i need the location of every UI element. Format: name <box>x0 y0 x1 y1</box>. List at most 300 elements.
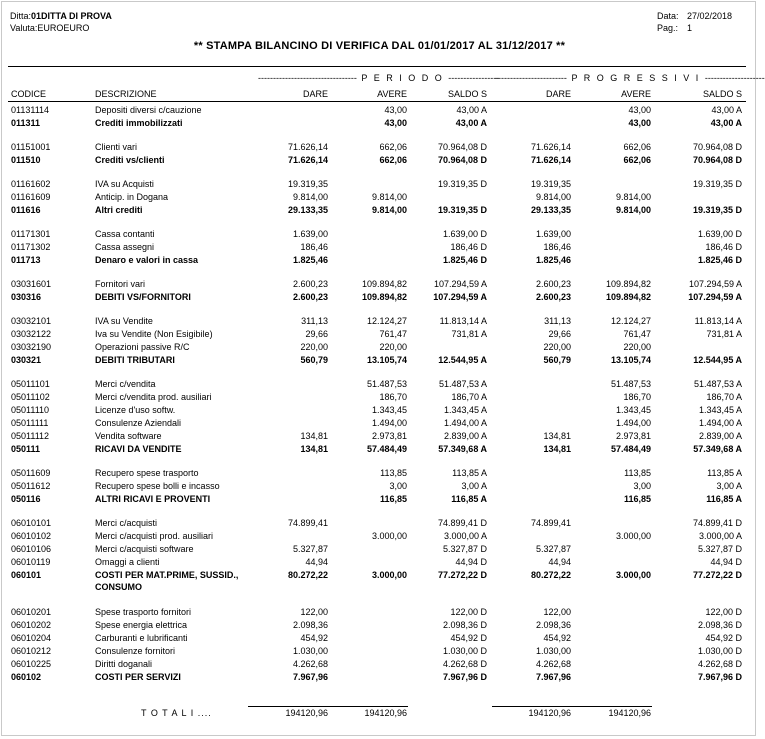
periodo-saldo: 74.899,41 D <box>437 518 487 528</box>
periodo-dare: 454,92 <box>300 633 328 643</box>
periodo-avere: 13.105,74 <box>366 355 407 365</box>
progressivi-dare: 44,94 <box>548 557 571 567</box>
header-rule <box>8 101 746 102</box>
header-left <box>10 10 112 34</box>
table-row <box>0 191 759 204</box>
account-description: Licenze d'uso softw. <box>95 405 176 415</box>
progressivi-avere: 3.000,00 <box>615 531 651 541</box>
progressivi-dare: 186,46 <box>543 242 571 252</box>
account-description: Merci c/acquisti software <box>95 544 194 554</box>
account-code: 06010102 <box>11 531 52 541</box>
account-description: Spese trasporto fornitori <box>95 607 192 617</box>
table-row <box>0 480 759 493</box>
periodo-saldo: 77.272,22 D <box>437 570 487 580</box>
table-row <box>0 556 759 569</box>
account-code: 05011612 <box>11 481 51 491</box>
periodo-dare: 80.272,22 <box>287 570 328 580</box>
progressivi-saldo: 4.262,68 D <box>697 659 742 669</box>
periodo-saldo: 107.294,59 A <box>433 292 487 302</box>
totals-rule-progressivi <box>492 706 652 707</box>
progressivi-saldo: 51.487,53 A <box>693 379 742 389</box>
account-code: 030321 <box>11 355 42 365</box>
row-spacer <box>0 217 759 228</box>
table-row <box>0 530 759 543</box>
progressivi-saldo: 1.030,00 D <box>697 646 742 656</box>
account-description: IVA su Acquisti <box>95 179 154 189</box>
pag-label: Pag.: <box>657 23 679 33</box>
row-spacer <box>0 456 759 467</box>
account-description: Crediti immobilizzati <box>95 118 183 128</box>
table-row <box>0 430 759 443</box>
progressivi-saldo: 70.964,08 D <box>692 155 742 165</box>
progressivi-saldo: 107.294,59 A <box>688 279 742 289</box>
account-description: Consulenze fornitori <box>95 646 176 656</box>
account-description: Spese energia elettrica <box>95 620 188 630</box>
progressivi-avere: 51.487,53 <box>610 379 651 389</box>
periodo-avere: 57.484,49 <box>366 444 407 454</box>
periodo-avere: 3.000,00 <box>371 531 407 541</box>
periodo-saldo: 107.294,59 A <box>433 279 487 289</box>
table-row <box>0 404 759 417</box>
progressivi-saldo: 116,85 A <box>706 494 742 504</box>
account-description: Altri crediti <box>95 205 143 215</box>
periodo-avere: 116,85 <box>379 494 407 504</box>
periodo-saldo: 44,94 D <box>455 557 487 567</box>
progressivi-avere: 43,00 <box>628 105 651 115</box>
periodo-avere: 761,47 <box>379 329 407 339</box>
col-avere: AVERE <box>377 89 407 99</box>
account-description: ALTRI RICAVI E PROVENTI <box>95 494 211 504</box>
row-spacer <box>0 367 759 378</box>
periodo-avere: 662,06 <box>379 142 407 152</box>
periodo-dare: 5.327,87 <box>292 544 328 554</box>
account-code: 01161602 <box>11 179 51 189</box>
progressivi-dare: 29,66 <box>548 329 571 339</box>
table-row <box>0 517 759 530</box>
periodo-saldo: 51.487,53 A <box>438 379 487 389</box>
account-code: 03032122 <box>11 329 52 339</box>
progressivi-avere: 3,00 <box>633 481 651 491</box>
table-row <box>0 417 759 430</box>
data-value: 27/02/2018 <box>687 11 733 21</box>
progressivi-saldo: 186,46 D <box>705 242 742 252</box>
account-description: Fornitori vari <box>95 279 146 289</box>
account-code: 06010201 <box>11 607 52 617</box>
table-row <box>0 619 759 632</box>
periodo-saldo: 186,70 A <box>451 392 487 402</box>
periodo-saldo: 1.030,00 D <box>442 646 487 656</box>
progressivi-avere: 9.814,00 <box>615 192 651 202</box>
periodo-saldo: 43,00 A <box>455 118 487 128</box>
account-description: DEBITI TRIBUTARI <box>95 355 175 365</box>
periodo-dare: 186,46 <box>300 242 328 252</box>
progressivi-avere: 116,85 <box>623 494 651 504</box>
row-spacer <box>0 167 759 178</box>
periodo-dare: 71.626,14 <box>287 155 328 165</box>
row-spacer <box>0 506 759 517</box>
subtotal-row <box>0 204 759 217</box>
progressivi-saldo: 113,85 A <box>707 468 742 478</box>
subtotal-row <box>0 154 759 167</box>
account-description: COSTI PER SERVIZI <box>95 672 181 682</box>
periodo-saldo: 113,85 A <box>452 468 487 478</box>
periodo-avere: 9.814,00 <box>371 192 407 202</box>
periodo-avere: 220,00 <box>379 342 407 352</box>
totals-avere: 194120,96 <box>364 708 407 718</box>
account-description: Iva su Vendite (Non Esigibile) <box>95 329 213 339</box>
periodo-avere: 109.894,82 <box>361 292 407 302</box>
progressivi-saldo: 11.813,14 A <box>694 316 742 326</box>
account-code: 050116 <box>11 494 41 504</box>
valuta-name: EURO <box>63 23 90 33</box>
progressivi-saldo: 2.098,36 D <box>697 620 742 630</box>
header-right <box>657 10 732 34</box>
table-row <box>0 378 759 391</box>
progressivi-avere: 3.000,00 <box>615 570 651 580</box>
progressivi-dare: 454,92 <box>543 633 571 643</box>
account-code: 06010106 <box>11 544 52 554</box>
progressivi-dare: 1.825,46 <box>535 255 571 265</box>
progressivi-avere: 109.894,82 <box>605 279 651 289</box>
periodo-dare: 29,66 <box>305 329 328 339</box>
periodo-saldo: 2.098,36 D <box>442 620 487 630</box>
progressivi-avere: 9.814,00 <box>615 205 651 215</box>
account-code: 030316 <box>11 292 42 302</box>
progressivi-saldo: 731,81 A <box>706 329 742 339</box>
progressivi-dare: 5.327,87 <box>535 544 571 554</box>
periodo-saldo: 1.343,45 A <box>443 405 487 415</box>
ditta-label: Ditta: <box>10 11 32 21</box>
section-progressivi-label: P R O G R E S S I V I <box>571 73 701 83</box>
account-description: Merci c/acquisti <box>95 518 158 528</box>
progressivi-dare: 560,79 <box>543 355 571 365</box>
periodo-dare: 74.899,41 <box>287 518 328 528</box>
progressivi-saldo: 1.343,45 A <box>698 405 742 415</box>
progressivi-dare: 2.098,36 <box>535 620 571 630</box>
account-code: 03032190 <box>11 342 52 352</box>
account-description: Clienti vari <box>95 142 138 152</box>
periodo-dare: 122,00 <box>300 607 328 617</box>
table-row <box>0 391 759 404</box>
periodo-dare: 19.319,35 <box>287 179 328 189</box>
account-code: 050111 <box>11 444 41 454</box>
table-row <box>0 315 759 328</box>
progressivi-saldo: 186,70 A <box>706 392 742 402</box>
table-row <box>0 278 759 291</box>
account-code: 011510 <box>11 155 41 165</box>
table-row <box>0 467 759 480</box>
account-code: 06010225 <box>11 659 52 669</box>
subtotal-row <box>0 254 759 267</box>
table-row <box>0 632 759 645</box>
progressivi-dare: 311,13 <box>544 316 571 326</box>
data-label: Data: <box>657 11 679 21</box>
progressivi-avere: 13.105,74 <box>610 355 651 365</box>
table-row <box>0 606 759 619</box>
account-description: Cassa assegni <box>95 242 155 252</box>
progressivi-dare: 4.262,68 <box>535 659 571 669</box>
subtotal-row <box>0 354 759 367</box>
account-code: 05011111 <box>11 418 49 428</box>
account-description: IVA su Vendite <box>95 316 153 326</box>
progressivi-saldo: 57.349,68 A <box>693 444 742 454</box>
table-row <box>0 645 759 658</box>
section-periodo: --------------------------------- P E R I O D O ----------------- <box>258 73 500 83</box>
progressivi-dare: 29.133,35 <box>530 205 571 215</box>
row-spacer <box>0 267 759 278</box>
table-row <box>0 341 759 354</box>
account-code: 01131114 <box>11 105 50 115</box>
periodo-dare: 2.600,23 <box>292 292 328 302</box>
periodo-avere: 1.494,00 <box>371 418 407 428</box>
account-code: 01171302 <box>11 242 51 252</box>
progressivi-saldo: 3.000,00 A <box>698 531 742 541</box>
progressivi-dare: 1.639,00 <box>535 229 571 239</box>
report-title: ** STAMPA BILANCINO DI VERIFICA DAL 01/01/2017 AL 31/12/2017 ** <box>193 40 566 52</box>
progressivi-saldo: 43,00 A <box>710 118 742 128</box>
periodo-avere: 51.487,53 <box>366 379 407 389</box>
totals-rule-periodo <box>248 706 408 707</box>
periodo-avere: 113,85 <box>380 468 407 478</box>
progressivi-saldo: 3,00 A <box>716 481 742 491</box>
progressivi-dare: 9.814,00 <box>535 192 571 202</box>
totals-dare: 194120,96 <box>285 708 328 718</box>
periodo-saldo: 19.319,35 D <box>437 179 487 189</box>
col-prog-avere: AVERE <box>621 89 651 99</box>
periodo-saldo: 70.964,08 D <box>437 142 487 152</box>
account-code: 05011609 <box>11 468 51 478</box>
progressivi-saldo: 7.967,96 D <box>697 672 742 682</box>
progressivi-dare: 1.030,00 <box>535 646 571 656</box>
table-row <box>0 228 759 241</box>
progressivi-saldo: 43,00 A <box>711 105 742 115</box>
top-rule <box>8 66 746 67</box>
periodo-dare: 1.825,46 <box>292 255 328 265</box>
progressivi-saldo: 5.327,87 D <box>697 544 742 554</box>
account-description: Consulenze Aziendali <box>95 418 182 428</box>
periodo-avere: 3.000,00 <box>371 570 407 580</box>
account-description: Merci c/acquisti prod. ausiliari <box>95 531 214 541</box>
progressivi-dare: 220,00 <box>543 342 571 352</box>
account-code: 01151001 <box>11 142 51 152</box>
account-code: 01161609 <box>11 192 51 202</box>
col-prog-saldo: SALDO S <box>702 89 742 99</box>
table-row <box>0 658 759 671</box>
periodo-dare: 29.133,35 <box>287 205 328 215</box>
col-codice: CODICE <box>11 89 47 99</box>
account-code: 060102 <box>11 672 42 682</box>
progressivi-dare: 134,81 <box>543 444 571 454</box>
progressivi-dare: 19.319,35 <box>530 179 571 189</box>
account-code: 03031601 <box>11 279 52 289</box>
valuta-code: EURO <box>37 23 64 33</box>
col-prog-dare: DARE <box>545 89 571 99</box>
table-row <box>0 241 759 254</box>
periodo-saldo: 57.349,68 A <box>438 444 487 454</box>
progressivi-avere: 57.484,49 <box>610 444 651 454</box>
periodo-avere: 43,00 <box>384 105 407 115</box>
account-code: 011311 <box>11 118 41 128</box>
account-rows <box>0 104 759 684</box>
account-code: 06010204 <box>11 633 52 643</box>
periodo-dare: 560,79 <box>300 355 328 365</box>
progressivi-dare: 2.600,23 <box>535 292 571 302</box>
periodo-dare: 71.626,14 <box>287 142 328 152</box>
periodo-dare: 9.814,00 <box>292 192 328 202</box>
progressivi-avere: 761,47 <box>623 329 651 339</box>
account-code: 011616 <box>11 205 41 215</box>
progressivi-saldo: 454,92 D <box>705 633 742 643</box>
progressivi-saldo: 70.964,08 D <box>692 142 742 152</box>
periodo-avere: 12.124,27 <box>366 316 407 326</box>
account-description: Depositi diversi c/cauzione <box>95 105 202 115</box>
ditta-name: DITTA DI PROVA <box>41 11 112 21</box>
account-code: 06010101 <box>11 518 52 528</box>
account-description: Diritti doganali <box>95 659 153 669</box>
col-dare: DARE <box>302 89 328 99</box>
account-description: Anticip. in Dogana <box>95 192 169 202</box>
account-description: DEBITI VS/FORNITORI <box>95 292 191 302</box>
section-progressivi: ------------------------ P R O G R E S S I V I -------------------- <box>495 73 765 83</box>
data-row <box>657 10 732 22</box>
periodo-dare: 2.600,23 <box>292 279 328 289</box>
subtotal-row <box>0 671 759 684</box>
progressivi-avere: 186,70 <box>623 392 651 402</box>
progressivi-saldo: 77.272,22 D <box>692 570 742 580</box>
progressivi-saldo: 2.839,00 A <box>698 431 742 441</box>
periodo-avere: 109.894,82 <box>361 279 407 289</box>
progressivi-saldo: 1.639,00 D <box>697 229 742 239</box>
periodo-avere: 43,00 <box>384 118 407 128</box>
periodo-avere: 1.343,45 <box>371 405 407 415</box>
periodo-avere: 186,70 <box>379 392 407 402</box>
table-row <box>0 543 759 556</box>
progressivi-saldo: 44,94 D <box>710 557 742 567</box>
subtotal-row <box>0 569 759 595</box>
periodo-avere: 9.814,00 <box>371 205 407 215</box>
progressivi-avere: 220,00 <box>623 342 651 352</box>
account-description: Recupero spese trasporto <box>95 468 199 478</box>
progressivi-saldo: 19.319,35 D <box>692 205 742 215</box>
progressivi-saldo: 19.319,35 D <box>692 179 742 189</box>
account-description: Operazioni passive R/C <box>95 342 190 352</box>
progressivi-avere: 43,00 <box>628 118 651 128</box>
table-row <box>0 178 759 191</box>
account-code: 05011101 <box>11 379 50 389</box>
progressivi-avere: 2.973,81 <box>615 431 651 441</box>
account-description: Crediti vs/clienti <box>95 155 165 165</box>
periodo-saldo: 19.319,35 D <box>437 205 487 215</box>
progressivi-saldo: 1.825,46 D <box>697 255 742 265</box>
periodo-saldo: 4.262,68 D <box>442 659 487 669</box>
periodo-dare: 134,81 <box>300 444 328 454</box>
table-row <box>0 104 759 117</box>
col-saldo: SALDO S <box>447 89 487 99</box>
row-spacer <box>0 304 759 315</box>
progressivi-avere: 109.894,82 <box>605 292 651 302</box>
progressivi-saldo: 74.899,41 D <box>692 518 742 528</box>
account-description: Carburanti e lubrificanti <box>95 633 188 643</box>
progressivi-dare: 74.899,41 <box>530 518 571 528</box>
subtotal-row <box>0 117 759 130</box>
account-description: Vendita software <box>95 431 162 441</box>
progressivi-saldo: 122,00 D <box>705 607 742 617</box>
periodo-avere: 3,00 <box>389 481 407 491</box>
progressivi-dare: 7.967,96 <box>535 672 571 682</box>
progressivi-saldo: 107.294,59 A <box>688 292 742 302</box>
periodo-dare: 134,81 <box>300 431 328 441</box>
periodo-saldo: 70.964,08 D <box>437 155 487 165</box>
periodo-saldo: 186,46 D <box>450 242 487 252</box>
progressivi-avere: 1.494,00 <box>615 418 651 428</box>
periodo-saldo: 7.967,96 D <box>442 672 487 682</box>
ditta-code: 01 <box>31 11 42 21</box>
periodo-saldo: 122,00 D <box>450 607 487 617</box>
section-periodo-label: P E R I O D O <box>361 73 444 83</box>
table-row <box>0 141 759 154</box>
account-description: Omaggi a clienti <box>95 557 160 567</box>
account-description: Merci c/vendita prod. ausiliari <box>95 392 212 402</box>
periodo-saldo: 1.639,00 D <box>442 229 487 239</box>
account-code: 06010119 <box>11 557 51 567</box>
ditta-row <box>10 10 112 22</box>
account-code: 05011112 <box>11 431 50 441</box>
periodo-dare: 1.030,00 <box>292 646 328 656</box>
periodo-dare: 44,94 <box>305 557 328 567</box>
periodo-saldo: 12.544,95 A <box>438 355 487 365</box>
pag-row <box>657 22 732 34</box>
periodo-dare: 1.639,00 <box>292 229 328 239</box>
account-description: Cassa contanti <box>95 229 155 239</box>
periodo-saldo: 3.000,00 A <box>443 531 487 541</box>
progressivi-dare: 122,00 <box>543 607 571 617</box>
periodo-saldo: 731,81 A <box>451 329 487 339</box>
progressivi-dare: 71.626,14 <box>530 142 571 152</box>
row-spacer <box>0 595 759 606</box>
periodo-dare: 7.967,96 <box>292 672 328 682</box>
valuta-row <box>10 22 112 34</box>
account-description: RICAVI DA VENDITE <box>95 444 182 454</box>
account-code: 060101 <box>11 570 42 580</box>
progressivi-dare: 80.272,22 <box>530 570 571 580</box>
col-descrizione: DESCRIZIONE <box>95 89 157 99</box>
account-code: 05011110 <box>11 405 50 415</box>
periodo-saldo: 2.839,00 A <box>443 431 487 441</box>
account-code: 05011102 <box>11 392 50 402</box>
account-code: 01171301 <box>11 229 51 239</box>
totals-label: T O T A L I .... <box>141 708 212 718</box>
periodo-avere: 2.973,81 <box>371 431 407 441</box>
periodo-saldo: 454,92 D <box>450 633 487 643</box>
account-description: COSTI PER MAT.PRIME, SUSSID., CONSUMO <box>95 570 239 592</box>
subtotal-row <box>0 493 759 506</box>
periodo-saldo: 3,00 A <box>461 481 487 491</box>
progressivi-dare: 134,81 <box>543 431 571 441</box>
account-description: Denaro e valori in cassa <box>95 255 199 265</box>
periodo-avere: 662,06 <box>379 155 407 165</box>
totals-prog-dare: 194120,96 <box>528 708 571 718</box>
progressivi-avere: 662,06 <box>623 155 651 165</box>
account-code: 03032101 <box>11 316 52 326</box>
progressivi-avere: 1.343,45 <box>615 405 651 415</box>
account-description: Recupero spese bolli e incasso <box>95 481 220 491</box>
row-spacer <box>0 130 759 141</box>
progressivi-saldo: 1.494,00 A <box>698 418 742 428</box>
account-description: Merci c/vendita <box>95 379 156 389</box>
periodo-saldo: 5.327,87 D <box>442 544 487 554</box>
account-code: 06010212 <box>11 646 52 656</box>
periodo-dare: 311,13 <box>301 316 328 326</box>
